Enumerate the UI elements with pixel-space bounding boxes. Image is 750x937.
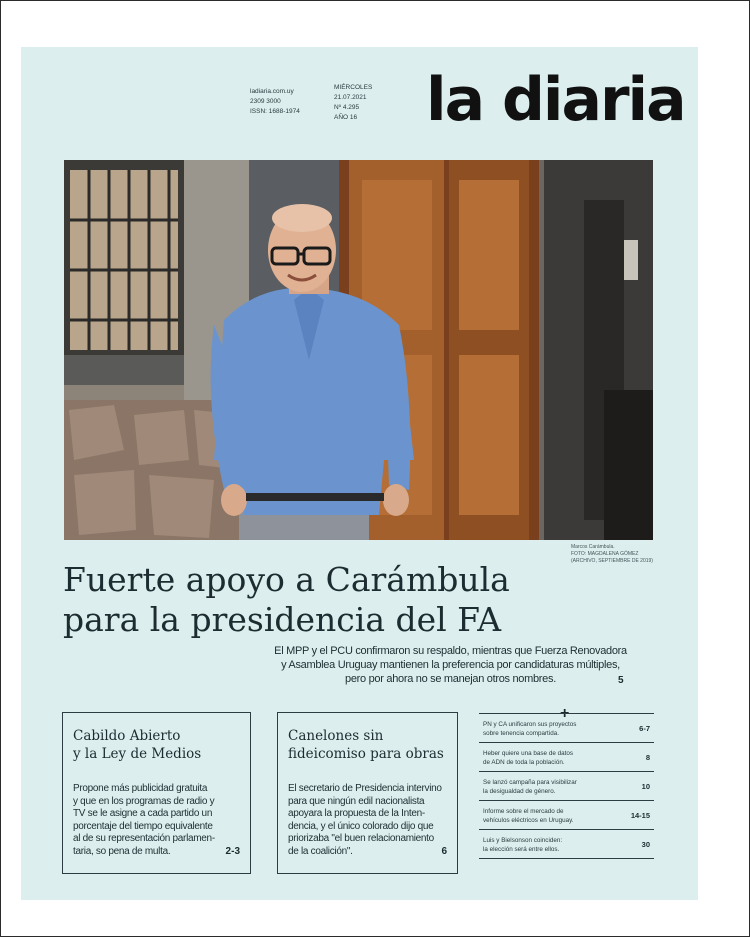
story-box-body (288, 783, 442, 858)
story-box-title (288, 727, 444, 763)
title-line: fideicomiso para obras (288, 746, 444, 762)
brief-line: Se lanzó campaña para visibilizar (483, 779, 577, 786)
brief-line: vehículos eléctricos en Uruguay. (483, 817, 574, 824)
brief-page-ref: 6-7 (639, 724, 650, 733)
body-line: apoyara la propuesta de la Inten- (288, 808, 425, 819)
newspaper-front-page (21, 47, 698, 900)
brief-text (483, 749, 573, 767)
brief-line: de ADN de toda la población. (483, 759, 565, 766)
photo-archive-note: (ARCHIVO, SEPTIEMBRE DE 2019) (571, 558, 653, 564)
masthead-number: Nº 4.295 (334, 104, 360, 111)
brief-item[interactable] (479, 743, 654, 772)
brief-text (483, 778, 577, 796)
body-line: taria, so pena de multa. (73, 845, 171, 857)
deck-page-ref: 5 (618, 675, 624, 686)
story-box-canelones[interactable] (277, 712, 458, 874)
brief-page-ref: 30 (641, 840, 650, 849)
cover-photo (64, 160, 653, 540)
story-box-cabildo[interactable] (62, 712, 251, 874)
brief-text (483, 836, 562, 854)
brief-page-ref: 14-15 (630, 811, 650, 820)
brief-line: sobre tenencia compartida. (483, 730, 559, 737)
body-line: dencia, y el único colorado dijo que (288, 820, 434, 832)
brief-page-ref: 8 (645, 753, 650, 762)
title-line: Cabildo Abierto (73, 728, 181, 744)
masthead-year: AÑO 16 (334, 114, 358, 121)
headline-deck (258, 644, 643, 686)
newspaper-logo: la diaria (426, 65, 685, 135)
masthead-date: 21.07.2021 (334, 94, 367, 101)
deck-line: pero por ahora no se manejan otros nombres. (345, 673, 556, 685)
headline-line: Fuerte apoyo a Carámbula (63, 560, 510, 599)
body-line: y que en los programas de radio y (73, 795, 215, 807)
body-line: porcentaje del tiempo equivalente (73, 820, 213, 832)
body-line: Propone más publicidad gratuita (73, 783, 208, 794)
story-box-page-ref: 2-3 (225, 846, 240, 857)
body-line: al de su representación parlamen- (73, 833, 215, 844)
story-box-page-ref: 6 (441, 846, 447, 857)
brief-item[interactable] (479, 772, 654, 801)
brief-item[interactable] (479, 830, 654, 859)
masthead-website: ladiaria.com.uy (250, 88, 294, 95)
masthead-phone: 2309 3000 (250, 98, 281, 105)
body-line: para que ningún edil nacionalista (288, 795, 425, 807)
main-headline[interactable] (63, 560, 623, 640)
masthead-weekday: MIÉRCOLES (334, 84, 373, 91)
brief-line: la desigualdad de género. (483, 788, 556, 795)
brief-line: Luis y Bielsonson coinciden: (483, 837, 563, 844)
masthead-issue (334, 83, 372, 123)
brief-item[interactable] (479, 714, 654, 743)
brief-line: la elección será entre ellos. (483, 846, 560, 853)
masthead-issn: ISSN: 1688-1974 (250, 108, 300, 115)
plus-icon: + (560, 705, 570, 722)
body-line: de la coalición". (288, 845, 353, 857)
brief-item[interactable] (479, 801, 654, 830)
brief-text (483, 807, 574, 825)
photo-caption: Marcos Carámbula. (571, 544, 615, 550)
brief-line: PN y CA unificaron sus proyectos (483, 721, 577, 728)
body-line: El secretario de Presidencia intervino (288, 783, 442, 794)
briefs-list (479, 713, 654, 859)
photo-author: FOTO: MAGDALENA GÓMEZ (571, 551, 639, 557)
cover-photo-illustration (64, 160, 653, 540)
masthead-contact (250, 87, 300, 117)
headline-line: para la presidencia del FA (63, 600, 502, 639)
story-box-body (73, 783, 215, 858)
body-line: priorizaba "el buen relacionamiento (288, 833, 434, 844)
deck-line: y Asamblea Uruguay mantienen la preferencia por candidaturas múltiples, (281, 659, 620, 671)
story-box-title (73, 727, 201, 763)
deck-line: El MPP y el PCU confirmaron su respaldo, mientras que Fuerza Renovadora (274, 645, 627, 657)
brief-page-ref: 10 (641, 782, 650, 791)
body-line: TV se le asigne a cada partido un (73, 808, 213, 819)
title-line: Canelones sin (288, 728, 384, 744)
title-line: y la Ley de Medios (73, 746, 202, 762)
brief-line: Informe sobre el mercado de (483, 808, 564, 815)
brief-text (483, 720, 576, 738)
brief-line: Heber quiere una base de datos (483, 750, 573, 757)
